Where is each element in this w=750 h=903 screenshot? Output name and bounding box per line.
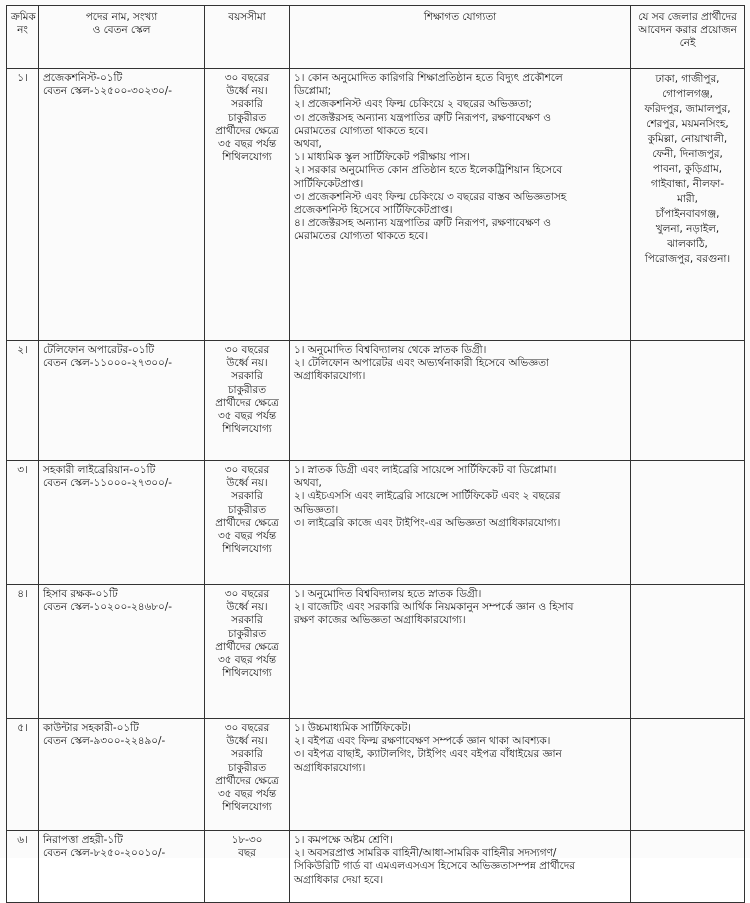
table-row — [7, 585, 745, 719]
serial-cell — [7, 719, 39, 831]
serial-cell — [7, 831, 39, 903]
qualification-line: অগ্রাধিকারযোগ্য। — [294, 761, 366, 774]
age-limit-line: সরকারি — [231, 614, 263, 627]
qualification-line: অথবা, — [294, 138, 322, 151]
district-line: গাইবান্ধা, নীলফা- — [650, 178, 725, 190]
age-limit-line: চাকুরীরত — [227, 761, 267, 774]
education-cell — [290, 341, 631, 461]
age-cell — [205, 719, 290, 831]
post-cell — [39, 585, 205, 719]
age-limit-line: শিথিলযোগ্য — [222, 801, 272, 814]
post-name: টেলিফোন অপারেটর-০১টি — [43, 344, 155, 356]
districts-cell — [631, 585, 745, 719]
qualification-line: সিকিউরিটি গার্ড বা এমএলএসএস হিসেবে অভিজ্ঞতাসম্পন্ন প্রার্থীদের — [294, 860, 575, 873]
age-limit-line: ৩০ বছরের — [224, 72, 270, 84]
pay-scale: বেতন স্কেল-১১০০০-২৭৩০০/- — [43, 477, 173, 490]
table-row — [7, 461, 745, 585]
age-limit-line: ৩০ বছরের — [224, 588, 270, 600]
post-cell — [39, 719, 205, 831]
qualification-line: ৩। প্রজেকশনিস্ট এবং ফিল্ম চেকিংয়ে ৩ বছরের বাস্তব অভিজ্ঞতাসহ — [294, 190, 567, 203]
serial-cell — [7, 341, 39, 461]
qualification-line: অগ্রাধিকার দেয়া হবে। — [294, 873, 384, 886]
age-limit-line: উর্ধ্বে নয়। — [226, 477, 268, 490]
district-line: পিরোজপুর, বরগুনা। — [644, 253, 731, 265]
header-serial: ক্রমিক নং — [7, 6, 39, 69]
age-limit-line: উর্ধ্বে নয়। — [226, 735, 268, 748]
age-limit-line: উর্ধ্বে নয়। — [226, 85, 268, 98]
age-limit-line: বছর — [238, 847, 256, 860]
qualification-line: অথবা, — [294, 477, 322, 490]
qualification-line: মেরামতের যোগ্যতা থাকতে হবে। — [294, 124, 429, 137]
age-cell — [205, 585, 290, 719]
serial-number: ৬। — [17, 834, 28, 846]
age-limit-line: প্রার্থীদের ক্ষেত্রে — [215, 124, 279, 137]
age-cell — [205, 69, 290, 341]
header-age: বয়সসীমা — [205, 6, 290, 69]
age-limit-line: ৩০ বছরের — [224, 464, 270, 476]
qualification-line: রক্ষণ কাজের অভিজ্ঞতা অগ্রাধিকারযোগ্য। — [294, 614, 466, 627]
qualification-line: প্রজেকশনিস্ট হিসেবে সার্টিফিকেটপ্রাপ্ত। — [294, 204, 453, 217]
districts-cell — [631, 461, 745, 585]
header-post — [39, 6, 205, 69]
age-limit-line: ৩৫ বছর পর্যন্ত — [217, 138, 277, 151]
qualification-line: ১। উচ্চমাধ্যমিক সার্টিফিকেট। — [294, 722, 412, 734]
age-limit-line: চাকুরীরত — [227, 627, 267, 640]
qualification-line: ১। মাধ্যমিক স্কুল সার্টিফিকেট পরীক্ষায় পাস। — [294, 151, 470, 164]
qualification-line: ২। সরকার অনুমোদিত কোন প্রতিষ্ঠান হতে ইলেকট্রিশিয়ান হিসেবে — [294, 164, 563, 177]
age-limit-line: ৩০ বছরের — [224, 344, 270, 356]
qualification-line: ১। স্নাতক ডিগ্রী এবং লাইব্রেরি সায়েন্সে সার্টিফিকেট বা ডিপ্লোমা। — [294, 464, 557, 476]
pay-scale: বেতন স্কেল-১২৫০০-৩০২৩০/- — [43, 85, 173, 98]
district-line: ঢাকা, গাজীপুর, — [655, 73, 720, 85]
qualification-line: ১। অনুমোদিত বিশ্ববিদ্যালয় হতে স্নাতক ডিগ্রী। — [294, 588, 482, 600]
serial-cell — [7, 585, 39, 719]
pay-scale: বেতন স্কেল-১১০০০-২৭৩০০/- — [43, 357, 173, 370]
qualification-line: সার্টিফিকেটপ্রাপ্ত। — [294, 177, 364, 190]
age-limit-line: চাকুরীরত — [227, 383, 267, 396]
pay-scale: বেতন স্কেল-১০২০০-২৪৬৮০/- — [43, 601, 173, 614]
age-limit-line: শিথিলযোগ্য — [222, 667, 272, 680]
header-education: শিক্ষাগত যোগ্যতা — [290, 6, 631, 69]
post-name: প্রজেকশনিস্ট-০১টি — [43, 72, 123, 84]
qualification-line: ২। প্রজেকশনিস্ট এবং ফিল্ম চেকিংয়ে ২ বছরের অভিজ্ঞতা; — [294, 98, 533, 111]
district-line: কুমিল্লা, নোয়াখালী, — [647, 133, 728, 145]
age-limit-line: সরকারি — [231, 748, 263, 761]
age-limit-line: শিথিলযোগ্য — [222, 423, 272, 436]
serial-number: ৪। — [17, 588, 28, 600]
qualification-line: মেরামতের যোগ্যতা থাকতে হবে। — [294, 230, 429, 243]
table-row — [7, 341, 745, 461]
district-line: গোপালগঞ্জ, — [662, 88, 713, 100]
district-line: চাঁপাইনবাবগঞ্জ, — [655, 208, 720, 220]
post-name: কাউন্টার সহকারী-০১টি — [43, 722, 139, 734]
qualification-line: ২। টেলিফোন অপারেটর এবং অভ্যর্থনাকারী হিসেবে অভিজ্ঞতা — [294, 357, 549, 370]
qualification-line: ৩। বইপত্র বাছাই, ক্যাটালগিং, টাইপিং এবং বইপত্র বাঁধাইয়ের জ্ঞান — [294, 748, 562, 761]
post-name: হিসাব রক্ষক-০১টি — [43, 588, 118, 600]
post-name: সহকারী লাইব্রেরিয়ান-০১টি — [43, 464, 156, 476]
age-limit-line: ৩৫ বছর পর্যন্ত — [217, 788, 277, 801]
qualification-line: ১। কমপক্ষে অষ্টম শ্রেণি। — [294, 834, 393, 846]
age-limit-line: প্রার্থীদের ক্ষেত্রে — [215, 516, 279, 529]
district-line: ফেনী, দিনাজপুর, — [652, 148, 723, 160]
age-limit-line: শিথিলযোগ্য — [222, 543, 272, 556]
qualification-line: ১। অনুমোদিত বিশ্ববিদ্যালয় থেকে স্নাতক ডিগ্রী। — [294, 344, 487, 356]
table-header-row — [7, 6, 745, 69]
district-line: শেরপুর, ময়মনসিংহ, — [646, 118, 729, 130]
education-cell — [290, 69, 631, 341]
age-limit-line: উর্ধ্বে নয়। — [226, 601, 268, 614]
age-cell — [205, 461, 290, 585]
age-limit-line: ৩৫ বছর পর্যন্ত — [217, 530, 277, 543]
age-limit-line: সরকারি — [231, 370, 263, 383]
serial-cell — [7, 69, 39, 341]
qualification-line: ১। কোন অনুমোদিত কারিগরি শিক্ষাপ্রতিষ্ঠান হতে বিদ্যুৎ প্রকৌশলে — [294, 72, 563, 84]
education-cell — [290, 831, 631, 903]
age-limit-line: উর্ধ্বে নয়। — [226, 357, 268, 370]
qualification-line: ২। অবসরপ্রাপ্ত সামরিক বাহিনী/আধা-সামরিক বাহিনীর সদস্যগণ/ — [294, 847, 557, 860]
district-line: ফরিদপুর, জামালপুর, — [644, 103, 731, 115]
serial-cell — [7, 461, 39, 585]
district-line: খুলনা, নড়াইল, — [655, 223, 720, 235]
education-cell — [290, 585, 631, 719]
districts-cell — [631, 69, 745, 341]
age-cell — [205, 831, 290, 903]
age-limit-line: প্রার্থীদের ক্ষেত্রে — [215, 640, 279, 653]
age-limit-line: ৩৫ বছর পর্যন্ত — [217, 410, 277, 423]
pay-scale: বেতন স্কেল-৮২৫০-২০০১০/- — [43, 847, 166, 860]
qualification-line: অভিজ্ঞতা। — [294, 503, 339, 516]
job-requirements-table — [6, 5, 745, 903]
serial-number: ৩। — [17, 464, 28, 476]
districts-cell — [631, 831, 745, 903]
table-row — [7, 831, 745, 903]
table-body — [7, 69, 745, 903]
post-cell — [39, 461, 205, 585]
education-cell — [290, 719, 631, 831]
age-limit-line: শিথিলযোগ্য — [222, 151, 272, 164]
post-cell — [39, 69, 205, 341]
qualification-line: ২। বাজেটিং এবং সরকারি আর্থিক নিয়মকানুন সম্পর্কে জ্ঞান ও হিসাব — [294, 601, 574, 614]
qualification-line: ৩। লাইব্রেরি কাজে এবং টাইপিং-এর অভিজ্ঞতা অগ্রাধিকারযোগ্য। — [294, 516, 561, 529]
pay-scale: বেতন স্কেল-৯৩০০-২২৪৯০/- — [43, 735, 166, 748]
qualification-line: ডিপ্লোমা; — [294, 85, 332, 98]
age-cell — [205, 341, 290, 461]
header-post-line1: পদের নাম, সংখ্যা — [85, 11, 158, 23]
serial-number: ২। — [17, 344, 28, 356]
age-limit-line: ৩৫ বছর পর্যন্ত — [217, 654, 277, 667]
header-districts: যে সব জেলার প্রার্থীদের আবেদন করার প্রয়োজন নেই — [631, 6, 745, 69]
age-limit-line: প্রার্থীদের ক্ষেত্রে — [215, 396, 279, 409]
age-limit-line: চাকুরীরত — [227, 111, 267, 124]
qualification-line: ২। বইপত্র এবং ফিল্ম রক্ষণাবেক্ষণ সম্পর্কে জ্ঞান থাকা আবশ্যক। — [294, 735, 551, 748]
table-row — [7, 69, 745, 341]
district-line: ঝালকাঠি, — [667, 238, 708, 250]
post-cell — [39, 831, 205, 903]
post-cell — [39, 341, 205, 461]
districts-cell — [631, 341, 745, 461]
qualification-line: ৩। প্রজেক্টরসহ অন্যান্য যন্ত্রপাতির ত্রুটি নিরূপণ, রক্ষণাবেক্ষণ ও — [294, 111, 551, 124]
age-limit-line: ১৮-৩০ — [231, 834, 263, 846]
table-row — [7, 719, 745, 831]
header-post-line2: ও বেতন স্কেল — [92, 24, 151, 37]
post-name: নিরাপত্তা প্রহরী-১টি — [43, 834, 123, 846]
age-limit-line: সরকারি — [231, 490, 263, 503]
age-limit-line: ৩০ বছরের — [224, 722, 270, 734]
age-limit-line: সরকারি — [231, 98, 263, 111]
qualification-line: অগ্রাধিকারযোগ্য। — [294, 370, 366, 383]
district-line: পাবনা, কুড়িগ্রাম, — [652, 163, 723, 175]
serial-number: ৫। — [17, 722, 28, 734]
qualification-line: ৪। প্রজেক্টরসহ অন্যান্য যন্ত্রপাতির ত্রুটি নিরূপণ, রক্ষণাবেক্ষণ ও — [294, 217, 551, 230]
age-limit-line: চাকুরীরত — [227, 503, 267, 516]
district-line: মারী, — [677, 193, 698, 205]
education-cell — [290, 461, 631, 585]
qualification-line: ২। এইচএসসি এবং লাইব্রেরি সায়েন্সে সার্টিফিকেট এবং ২ বছরের — [294, 490, 561, 503]
serial-number: ১। — [17, 72, 28, 84]
districts-cell — [631, 719, 745, 831]
age-limit-line: প্রার্থীদের ক্ষেত্রে — [215, 774, 279, 787]
